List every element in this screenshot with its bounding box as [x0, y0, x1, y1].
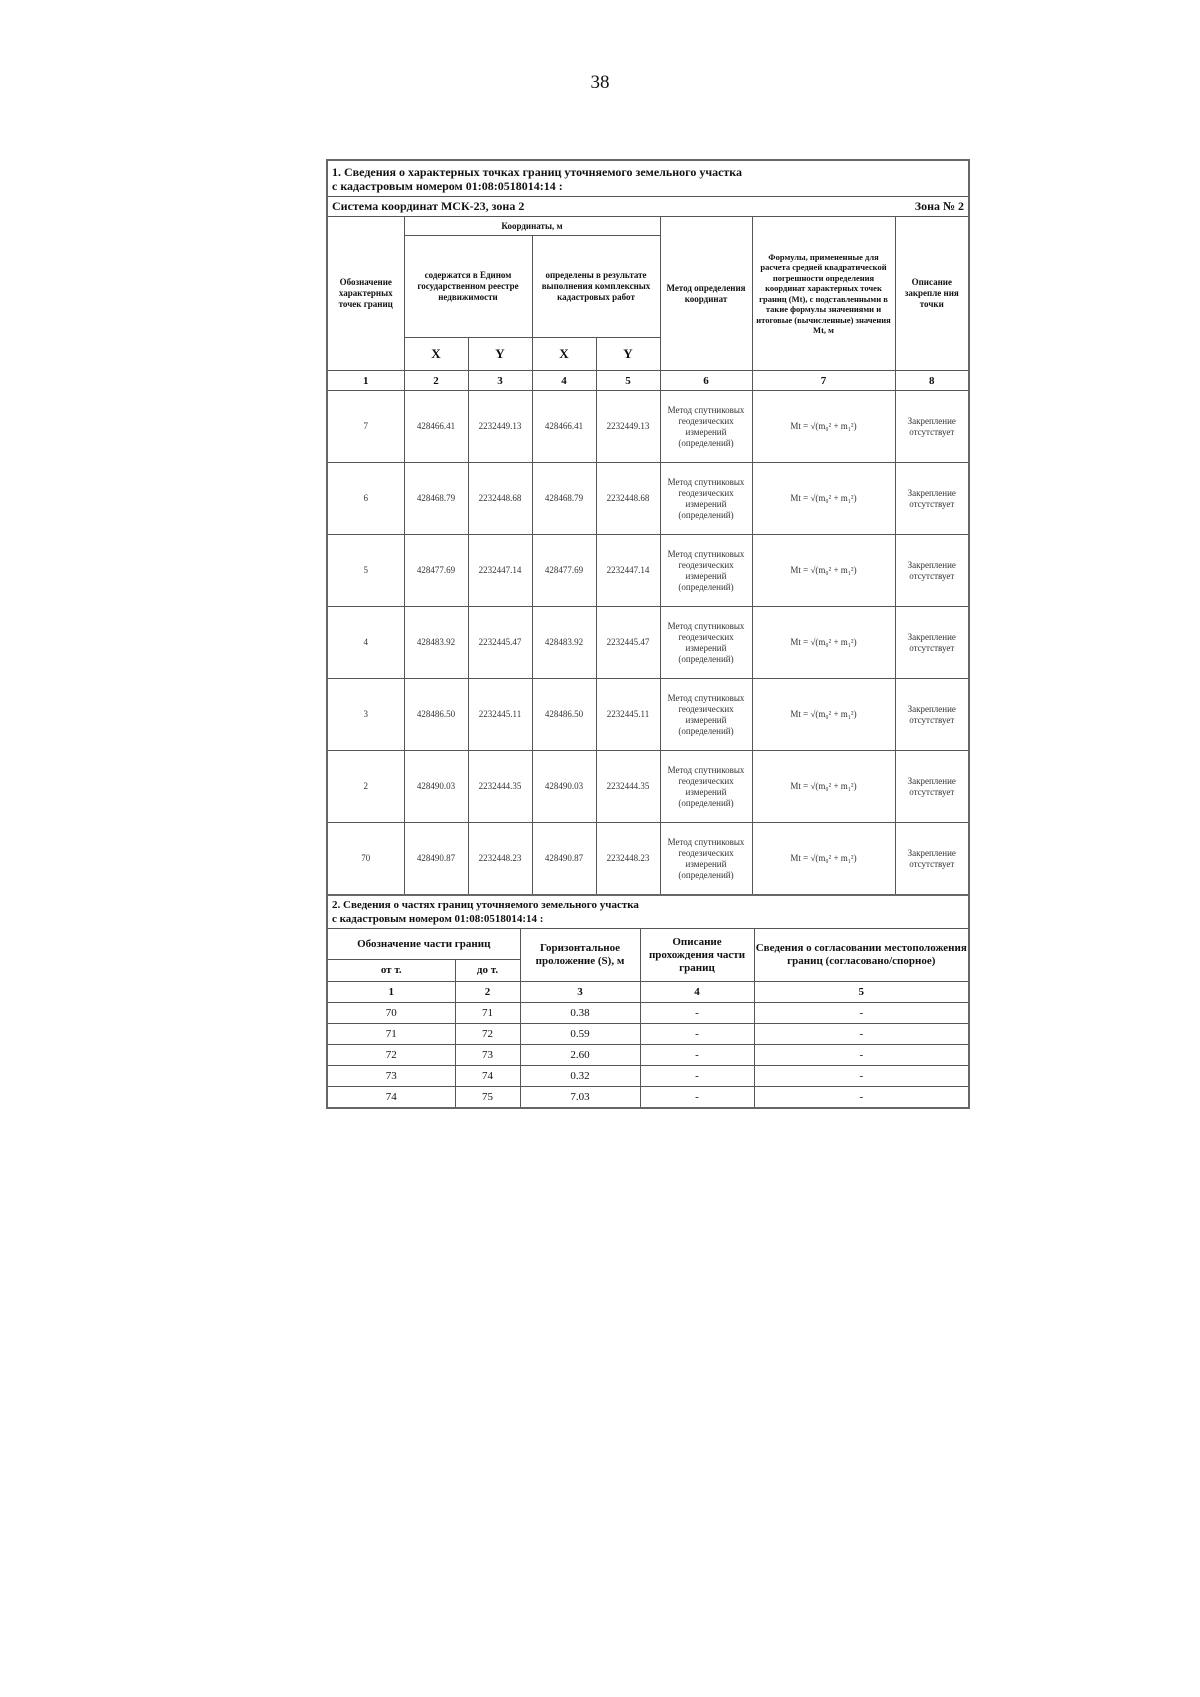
method: Метод спутниковых геодезических измерений (определений) [660, 823, 752, 896]
point-id: 3 [327, 679, 404, 751]
col-number: 8 [895, 371, 969, 391]
point-id: 4 [327, 607, 404, 679]
agreement: - [754, 1003, 969, 1024]
header-formula: Формулы, примененные для расчета средней квадратической погрешности определения координат характерных точек границ (Mt), с подставленными в такие формулы значениями и итоговые (вычисленные) значения Mt, м [752, 217, 895, 371]
fixing-desc: Закрепление отсутствует [895, 751, 969, 823]
coord-system: Система координат МСК-23, зона 2 [327, 197, 752, 217]
y-egrn: 2232445.11 [468, 679, 532, 751]
table-row [327, 679, 969, 751]
y-determined: 2232448.68 [596, 463, 660, 535]
agreement: - [754, 1066, 969, 1087]
formula: Mt = √(m₀² + m₁²) [752, 463, 895, 535]
points-table [326, 159, 970, 896]
y-egrn: 2232444.35 [468, 751, 532, 823]
table-row [327, 1045, 969, 1066]
length: 2.60 [520, 1045, 640, 1066]
fixing-desc: Закрепление отсутствует [895, 679, 969, 751]
table-row [327, 607, 969, 679]
table-row [327, 1024, 969, 1045]
x-egrn: 428490.87 [404, 823, 468, 896]
length: 7.03 [520, 1087, 640, 1109]
fixing-desc: Закрепление отсутствует [895, 823, 969, 896]
method: Метод спутниковых геодезических измерений (определений) [660, 535, 752, 607]
column-numbers-row [327, 371, 969, 391]
col-number: 5 [754, 982, 969, 1003]
to-point: 74 [455, 1066, 520, 1087]
agreement: - [754, 1087, 969, 1109]
table-row [327, 535, 969, 607]
col-number: 1 [327, 982, 455, 1003]
x-determined: 428490.03 [532, 751, 596, 823]
from-point: 74 [327, 1087, 455, 1109]
method: Метод спутниковых геодезических измерений (определений) [660, 751, 752, 823]
length: 0.32 [520, 1066, 640, 1087]
x-determined: 428466.41 [532, 391, 596, 463]
table-row [327, 1066, 969, 1087]
fixing-desc: Закрепление отсутствует [895, 463, 969, 535]
from-point: 70 [327, 1003, 455, 1024]
method: Метод спутниковых геодезических измерений (определений) [660, 679, 752, 751]
header-egrn: содержатся в Едином государственном реестре недвижимости [404, 236, 532, 338]
x-determined: 428483.92 [532, 607, 596, 679]
section1-title-line2: с кадастровым номером 01:08:0518014:14 : [332, 178, 563, 193]
x-determined: 428468.79 [532, 463, 596, 535]
header-agreement: Сведения о согласовании местоположения границ (согласовано/спорное) [754, 929, 969, 982]
part-desc: - [640, 1003, 754, 1024]
from-point: 72 [327, 1045, 455, 1066]
header-method: Метод определения координат [660, 217, 752, 371]
section1-title [327, 160, 969, 197]
section2-title-line1: 2. Сведения о частях границ уточняемого земельного участка [332, 899, 639, 911]
y-egrn: 2232447.14 [468, 535, 532, 607]
header-x1: X [404, 338, 468, 371]
y-determined: 2232448.23 [596, 823, 660, 896]
table-row [327, 1087, 969, 1109]
y-determined: 2232445.47 [596, 607, 660, 679]
x-egrn: 428483.92 [404, 607, 468, 679]
fixing-desc: Закрепление отсутствует [895, 391, 969, 463]
y-determined: 2232445.11 [596, 679, 660, 751]
page-number: 38 [590, 72, 610, 93]
agreement: - [754, 1024, 969, 1045]
formula: Mt = √(m₀² + m₁²) [752, 751, 895, 823]
part-desc: - [640, 1066, 754, 1087]
header-desc: Описание закрепле ния точки [895, 217, 969, 371]
to-point: 71 [455, 1003, 520, 1024]
header-y2: Y [596, 338, 660, 371]
parts-table [326, 896, 970, 1109]
point-id: 5 [327, 535, 404, 607]
zone-label: Зона № 2 [752, 197, 969, 217]
col-number: 4 [532, 371, 596, 391]
section2-title-line2: с кадастровым номером 01:08:0518014:14 : [332, 913, 544, 925]
fixing-desc: Закрепление отсутствует [895, 535, 969, 607]
y-determined: 2232444.35 [596, 751, 660, 823]
length: 0.59 [520, 1024, 640, 1045]
header-to: до т. [455, 960, 520, 982]
method: Метод спутниковых геодезических измерений (определений) [660, 607, 752, 679]
col-number: 1 [327, 371, 404, 391]
to-point: 72 [455, 1024, 520, 1045]
y-egrn: 2232449.13 [468, 391, 532, 463]
col-number: 5 [596, 371, 660, 391]
point-id: 70 [327, 823, 404, 896]
header-determined: определены в результате выполнения комплексных кадастровых работ [532, 236, 660, 338]
col-number: 3 [520, 982, 640, 1003]
col-number: 2 [404, 371, 468, 391]
point-id: 2 [327, 751, 404, 823]
col-number: 7 [752, 371, 895, 391]
col-number: 2 [455, 982, 520, 1003]
table-row [327, 1003, 969, 1024]
x-determined: 428477.69 [532, 535, 596, 607]
method: Метод спутниковых геодезических измерений (определений) [660, 463, 752, 535]
part-desc: - [640, 1045, 754, 1066]
x-egrn: 428490.03 [404, 751, 468, 823]
y-determined: 2232447.14 [596, 535, 660, 607]
x-egrn: 428486.50 [404, 679, 468, 751]
agreement: - [754, 1045, 969, 1066]
header-x2: X [532, 338, 596, 371]
x-egrn: 428468.79 [404, 463, 468, 535]
table-row [327, 391, 969, 463]
section1-title-line1: 1. Сведения о характерных точках границ уточняемого земельного участка [332, 164, 743, 179]
y-egrn: 2232445.47 [468, 607, 532, 679]
method: Метод спутниковых геодезических измерений (определений) [660, 391, 752, 463]
column-numbers-row [327, 982, 969, 1003]
header-part-desc: Описание прохождения части границ [640, 929, 754, 982]
point-id: 6 [327, 463, 404, 535]
formula: Mt = √(m₀² + m₁²) [752, 607, 895, 679]
point-id: 7 [327, 391, 404, 463]
to-point: 75 [455, 1087, 520, 1109]
fixing-desc: Закрепление отсутствует [895, 607, 969, 679]
from-point: 73 [327, 1066, 455, 1087]
x-determined: 428490.87 [532, 823, 596, 896]
formula: Mt = √(m₀² + m₁²) [752, 391, 895, 463]
header-point: Обозначение характерных точек границ [327, 217, 404, 371]
to-point: 73 [455, 1045, 520, 1066]
table-row [327, 823, 969, 896]
header-y1: Y [468, 338, 532, 371]
part-desc: - [640, 1024, 754, 1045]
header-coords: Координаты, м [404, 217, 660, 236]
header-length: Горизонтальное проложение (S), м [520, 929, 640, 982]
col-number: 4 [640, 982, 754, 1003]
formula: Mt = √(m₀² + m₁²) [752, 823, 895, 896]
table-row [327, 751, 969, 823]
cadastral-sheet [326, 159, 968, 1109]
x-egrn: 428466.41 [404, 391, 468, 463]
x-egrn: 428477.69 [404, 535, 468, 607]
part-desc: - [640, 1087, 754, 1109]
table-row [327, 463, 969, 535]
header-from: от т. [327, 960, 455, 982]
section2-title [327, 896, 969, 929]
y-determined: 2232449.13 [596, 391, 660, 463]
y-egrn: 2232448.23 [468, 823, 532, 896]
col-number: 6 [660, 371, 752, 391]
from-point: 71 [327, 1024, 455, 1045]
length: 0.38 [520, 1003, 640, 1024]
x-determined: 428486.50 [532, 679, 596, 751]
formula: Mt = √(m₀² + m₁²) [752, 535, 895, 607]
header-part: Обозначение части границ [327, 929, 520, 960]
col-number: 3 [468, 371, 532, 391]
y-egrn: 2232448.68 [468, 463, 532, 535]
formula: Mt = √(m₀² + m₁²) [752, 679, 895, 751]
